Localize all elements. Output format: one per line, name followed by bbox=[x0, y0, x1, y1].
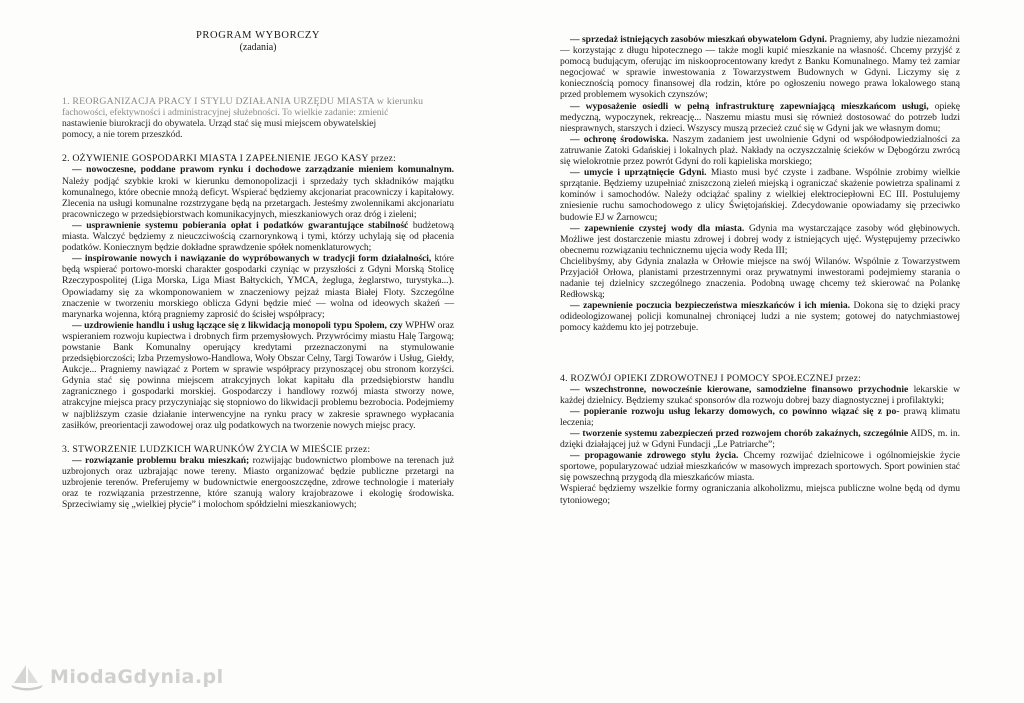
list-item bbox=[560, 223, 960, 256]
item-lead: — nowoczesne, poddane prawom rynku i dochodowe zarządzanie mieniem komunalnym. bbox=[72, 164, 454, 176]
item-text: Pragniemy, aby ludzie niezamożni — korzystając z długu hipotecznego — także mogli kupić mieszkanie na własność. Chcemy przyjść z pomocą budującym, oferując im niskooprocentowany kredyt z Banku Komunalnego. Mamy też zamiar negocjować w sprawie inwestowania z Towarzystwem Budownych w Gdyni. Liczymy się z koniecznością pomocy finansowej dla rodzin, które po ogłoszeniu nowego prawa lokalowego staną przed problemem wysokich czynszów; bbox=[560, 34, 960, 101]
document-title: PROGRAM WYBORCZY bbox=[195, 30, 321, 41]
item-lead: — popieranie rozwoju usług lekarzy domowych, co powinno wiązać się z po- bbox=[570, 405, 900, 417]
left-column bbox=[62, 0, 454, 523]
item-text: Chcielibyśmy, aby Gdynia znalazła w Orłowie miejsce na swój Wilanów. Wspólnie z Towarzystwem Przyjaciół Orłowa, planistami przestrzennymi oraz prywatnymi inwestorami podejmiemy starania o nadanie tej dzielnicy szczególnego znaczenia. Podobną uwagę chcemy też skierować na Polankę Redłowską; bbox=[560, 255, 960, 301]
document-subtitle: (zadania) bbox=[239, 42, 277, 53]
section-1 bbox=[62, 96, 454, 140]
section-1-line: nastawienie biurokracji do obywatela. Urząd stać się musi miejscem obywatelskiej bbox=[62, 118, 377, 130]
item-text: AIDS, m. in. dzięki działającej już w Gdyni Fundacji „Le Patriarche”; bbox=[560, 428, 960, 451]
item-text: Gdynia ma wystarczające zasoby wód głębinowych. Możliwe jest dostarczenie miastu zdrowej i dobrej wody z istniejących ujęć. Występujemy przeciwko obecnemu rozwiązaniu technicznemu ujęcia wody Reda III; bbox=[560, 222, 960, 256]
section-4 bbox=[560, 373, 960, 506]
list-item bbox=[62, 164, 454, 219]
list-item bbox=[560, 483, 960, 505]
item-lead: — zapewnienie czystej wody dla miasta. bbox=[570, 222, 745, 234]
list-item bbox=[62, 253, 454, 320]
item-lead: — wyposażenie osiedli w pełną infrastrukturę zapewniającą mieszkańcom usługi, bbox=[570, 100, 929, 112]
item-lead: — tworzenie systemu zabezpieczeń przed rozwojem chorób zakaźnych, szczególnie bbox=[570, 428, 909, 439]
item-lead: — rozwiązanie problemu braku mieszkań; bbox=[72, 454, 250, 466]
item-text: które będą wspierać portowo-morski charakter gospodarki czyniąc w przyszłości z Gdyni Morską Stolicę Rzeczypospolitej (Liga Morska, Liga Miast Bałtyckich, YMCA, żegluga, żeglarstwo, turystyka...). Opowiadamy się za wkomponowaniem w znaczeniowy pejzaż miasta Białej Floty. Szczególne znaczenie w tworzeniu morskiego oblicza Gdyni będzie mieć — wolna od ideowych skażeń — marynarka wojenna, którą pragniemy zaprosić do ścisłej współpracy; bbox=[62, 253, 454, 320]
item-text: lekarskie w każdej dzielnicy. Będziemy szukać sponsorów dla rozwoju dobrej bazy diagnostycznej i profilaktyki; bbox=[560, 383, 960, 406]
item-lead: — ochronę środowiska. bbox=[570, 133, 669, 145]
list-item bbox=[560, 101, 960, 134]
item-lead: — sprzedaż istniejących zasobów mieszkań obywatelom Gdyni. bbox=[570, 34, 827, 45]
sailboat-logo-icon bbox=[8, 663, 46, 691]
list-item bbox=[560, 256, 960, 300]
item-lead: — propagowanie zdrowego stylu życia. bbox=[570, 450, 739, 462]
item-lead: — usprawnienie systemu pobierania opłat i podatków gwarantujące stabilność bbox=[72, 219, 409, 231]
item-text: Należy podjąć szybkie kroki w kierunku demonopolizacji i sprzedaży tych składników majątku komunalnego, które obecnie mnożą deficyt. Wspierać będziemy akcjonariat pracowniczy i kapitałowy. Zlecenia na usługi komunalne rozstrzygane będą na przetargach. Jesteśmy zwolennikami akcjonariatu pracowniczego w przedsiębiorstwach komunikacyjnych, mieszkaniowych oraz dróg i zieleni; bbox=[62, 175, 454, 220]
list-item bbox=[62, 220, 454, 253]
list-item bbox=[560, 167, 960, 222]
list-item bbox=[560, 134, 960, 167]
item-lead: — umycie i uprzątnięcie Gdyni. bbox=[570, 167, 707, 179]
item-text: Wspierać będziemy wszelkie formy ograniczania alkoholizmu, miejsca publiczne wolne będą od dymu tytoniowego; bbox=[560, 483, 960, 506]
list-item bbox=[560, 428, 960, 450]
site-watermark bbox=[8, 663, 224, 691]
section-3 bbox=[62, 444, 454, 511]
list-item bbox=[560, 406, 960, 428]
item-text: Dokona się to dzięki pracy odideologizowanej policji komunalnej chroniącej ludzi a nie system; gotowej do natychmiastowej pomocy każdemu kto jej potrzebuje. bbox=[560, 300, 960, 334]
list-item bbox=[560, 300, 960, 333]
item-lead: — inspirowanie nowych i nawiązanie do wypróbowanych w tradycji form działalności, bbox=[72, 253, 432, 265]
list-item bbox=[62, 455, 454, 510]
item-text: Chcemy rozwijać dzielnicowe i ogólnomiejskie życie sportowe, popularyzować udział mieszkańców w masowych imprezach sportowych. Sport powinien stać się powszechną przygodą dla mieszkańców miasta. bbox=[560, 450, 960, 484]
item-text: WPHW oraz wspieraniem rozwoju kupiectwa i drobnych firm przemysłowych. Przywrócimy miastu Halę Targową; powstanie Bank Komunalny operujący kredytami przeznaczonymi na stymulowanie przedsiębiorczości; Izba Przemysłowo-Handlowa, Woły Obszar Celny, Targi Towarów i Usług, Giełdy, Aukcje... Pragniemy nawiązać z Portem w sprawie współpracy przynoszącej obu stronom korzyści. Gdynia stać się powinna miejscem atrakcyjnych lokat kapitału dla przedsiębiorstw handlu zagranicznego i gospodarki morskiej. Gospodarczy i handlowy rozwój miasta stworzy nowe, atrakcyjne miejsca pracy przyczyniając się stopniowo do likwidacji problemu bezrobocia. Podejmiemy w najbliższym czasie działanie interwencyjne na rynku pracy w zakresie sprawnego wypłacania zasiłków, preorientacji zawodowej oraz ulg podatkowych na tworzenie nowych miejsc pracy. bbox=[62, 319, 454, 431]
list-item bbox=[62, 320, 454, 431]
item-text: rozwijając budownictwo plombowe na terenach już uzbrojonych oraz uzbrajając nowe tereny. Miasto organizować będzie publiczne przetargi na uzbrojenie terenów. Preferujemy w budownictwie energooszczędne, zdrowe technologie i materiały oraz te rozwiązania przestrzenne, które szanują walory krajobrazowe i ekologię środowiska. Sprzeciwiamy się „wielkiej płycie” i molochom spółdzielni mieszkaniowych; bbox=[62, 454, 454, 511]
section-4-heading: 4. ROZWÓJ OPIEKI ZDROWOTNEJ I POMOCY SPOŁECZNEJ przez: bbox=[560, 372, 862, 384]
section-1-heading: 1. REORGANIZACJA PRACY I STYLU DZIAŁANIA URZĘDU MIASTA w kierunku bbox=[62, 96, 424, 107]
section-3-continued bbox=[560, 34, 960, 334]
item-text: opiekę medyczną, wypoczynek, rekreację... Naszemu miastu musi się również dostosować do potrzeb ludzi niesprawnych, starszych i dzieci. Wszyscy muszą przecież czuć się w Gdyni jak we własnym domu; bbox=[560, 100, 960, 134]
list-item bbox=[560, 384, 960, 406]
section-1-line: fachowości, efektywności i administracyjnej służebności. To wielkie zadanie: zmienić bbox=[62, 107, 389, 119]
right-column bbox=[560, 0, 960, 519]
item-text: Naszym zadaniem jest uwolnienie Gdyni od współodpowiedzialności za zatruwanie Zatoki Gdańskiej i lokalnych plaż. Nakłady na oczyszczalnię ścieków w Dębogórzu zwrócą się wielokrotnie przez powrót Gdyni do roli kąpieliska morskiego; bbox=[560, 133, 960, 168]
item-lead: — wszechstronne, nowocześnie kierowane, samodzielne finansowo przychodnie bbox=[570, 383, 909, 395]
item-lead: — uzdrowienie handlu i usług łączące się z likwidacją monopoli typu Społem, czy bbox=[72, 319, 403, 331]
watermark-text: MiodaGdynia.pl bbox=[50, 666, 224, 688]
section-2-heading: 2. OŻYWIENIE GOSPODARKI MIASTA I ZAPEŁNIENIE JEGO KASY przez: bbox=[62, 153, 397, 165]
section-2 bbox=[62, 153, 454, 430]
list-item bbox=[560, 34, 960, 101]
item-text: budżetową miasta. Walczyć będziemy z nieuczciwością czarnorynkową i tymi, którzy uchylają się od płacenia podatków. Koniecznym będzie dokładne sprawdzenie spółek nomenklaturowych; bbox=[62, 219, 454, 254]
section-3-heading: 3. STWORZENIE LUDZKICH WARUNKÓW ŻYCIA W MIEŚCIE przez: bbox=[62, 443, 371, 455]
item-lead: — zapewnienie poczucia bezpieczeństwa mieszkańców i ich mienia. bbox=[570, 300, 850, 312]
list-item bbox=[560, 450, 960, 483]
item-text: Miasto musi być czyste i zadbane. Wspólnie zrobimy wielkie sprzątanie. Będziemy uzupełniać zniszczoną zieleń miejską i ograniczać skażenie powietrza spalinami z kominów i samochodów. Należy odciążać spaliny z wielkiej elektrociepłowni EC III. Postulujemy zniesienie ruchu samochodowego z ulicy Świętojańskiej. Zdecydowanie opowiadamy się przeciwko budowie EJ w Żarnowcu; bbox=[560, 167, 960, 223]
item-text: prawą klimatu leczenia; bbox=[560, 405, 960, 428]
section-1-line: pomocy, a nie torem przeszkód. bbox=[62, 129, 183, 141]
